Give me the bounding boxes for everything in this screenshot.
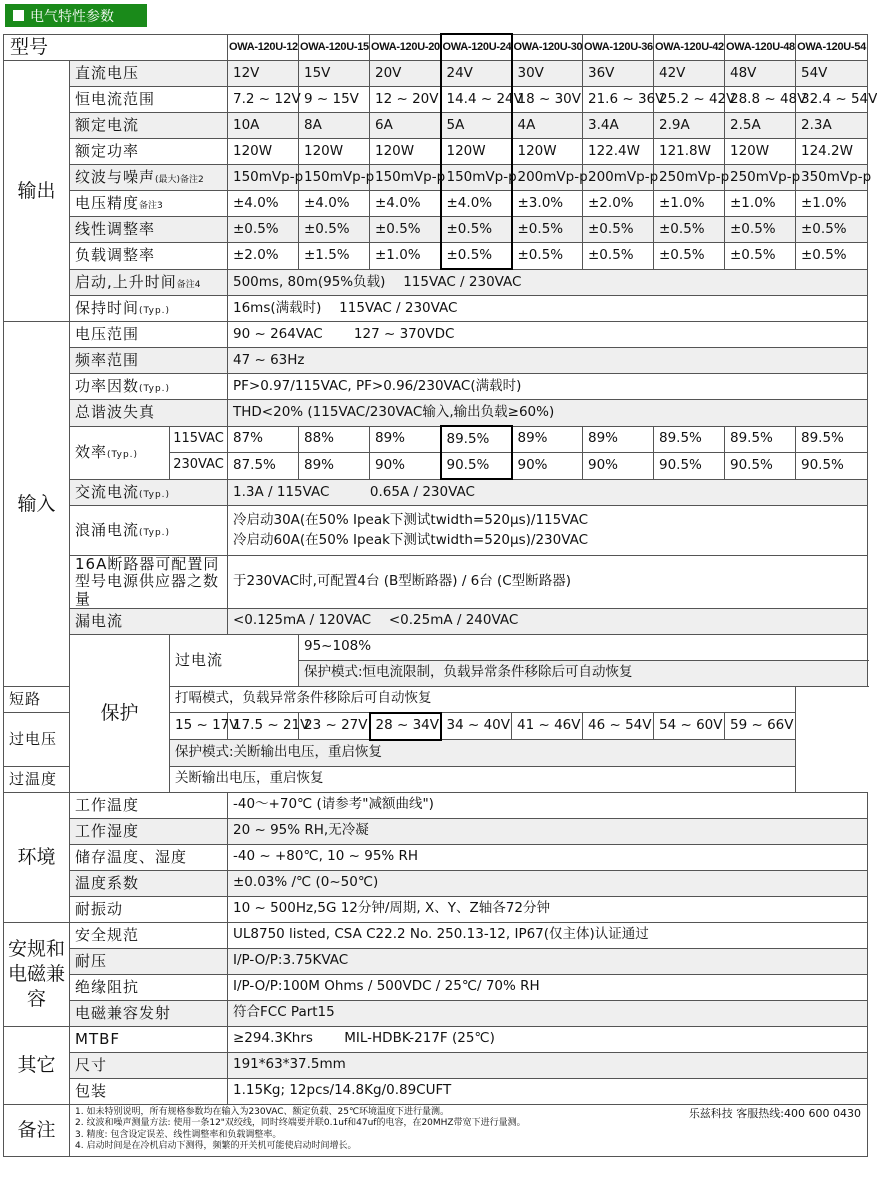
value-cell: 89% xyxy=(512,426,583,453)
value-span: ≥294.3Khrs MIL-HDBK-217F (25℃) xyxy=(228,1026,868,1052)
notes-cell xyxy=(70,1104,868,1156)
value-cell: 89.5% xyxy=(654,426,725,453)
value-cell: ±4.0% xyxy=(299,191,370,217)
spec-row xyxy=(4,269,868,296)
model-name: OWA-120U-15 xyxy=(299,34,370,61)
value-cell: ±2.0% xyxy=(583,191,654,217)
category-notes: 备注 xyxy=(4,1104,70,1156)
spec-row xyxy=(4,113,868,139)
row-label xyxy=(70,1000,228,1026)
row-label-text: 过温度 xyxy=(9,769,58,788)
value-cell: 54V xyxy=(796,61,868,87)
category-environment: 环境 xyxy=(4,792,70,922)
row-label: 16A断路器可配置同型号电源供应器之数量 xyxy=(70,556,228,609)
spec-row xyxy=(4,948,868,974)
spec-row xyxy=(4,818,868,844)
row-label-text: 总谐波失真 xyxy=(75,403,156,422)
value-cell: ±0.5% xyxy=(654,243,725,270)
spec-row xyxy=(4,426,868,453)
value-span: PF>0.97/115VAC, PF>0.96/230VAC(满载时) xyxy=(228,374,868,400)
value-span: -40 ~ +80℃, 10 ~ 95% RH xyxy=(228,844,868,870)
category-protection: 保护 xyxy=(70,634,170,792)
value-cell: ±1.0% xyxy=(370,243,441,270)
row-label xyxy=(4,713,170,767)
row-label-text: 过电流 xyxy=(175,650,224,669)
spec-row xyxy=(4,479,868,506)
spec-row xyxy=(4,139,868,165)
spec-row xyxy=(4,608,868,634)
category-safety: 安规和电磁兼容 xyxy=(4,922,70,1026)
row-label-text: 过电压 xyxy=(9,729,58,748)
spec-row xyxy=(4,1104,868,1156)
spec-row xyxy=(4,217,868,243)
value-cell: ±1.0% xyxy=(796,191,868,217)
value-cell: 350mVp-p xyxy=(796,165,868,191)
value-cell: ±3.0% xyxy=(512,191,583,217)
value-cell: 14.4 ~ 24V xyxy=(441,87,512,113)
spec-row xyxy=(4,400,868,427)
model-name: OWA-120U-42 xyxy=(654,34,725,61)
spec-row xyxy=(4,296,868,322)
row-label-text: 线性调整率 xyxy=(75,219,156,238)
value-cell: 17.5 ~ 21V xyxy=(228,713,299,740)
value-cell: ±0.5% xyxy=(512,217,583,243)
row-label xyxy=(70,608,228,634)
spec-row xyxy=(4,896,868,922)
row-label-text: 额定电流 xyxy=(75,115,140,134)
spec-row xyxy=(4,165,868,191)
spec-row xyxy=(4,374,868,400)
value-cell: 90.5% xyxy=(725,453,796,480)
value-cell: 120W xyxy=(725,139,796,165)
row-label-text: 功率因数 xyxy=(75,376,140,395)
value-span: THD<20% (115VAC/230VAC输入,输出负载≥60%) xyxy=(228,400,868,427)
row-label-text: 温度系数 xyxy=(75,873,140,892)
value-cell: 15V xyxy=(299,61,370,87)
spec-row xyxy=(4,556,868,609)
value-cell: 36V xyxy=(583,61,654,87)
value-span: -40～+70℃ (请参考"减额曲线") xyxy=(228,792,868,818)
row-label-text: 储存温度、湿度 xyxy=(75,847,188,866)
value-cell: ±0.5% xyxy=(299,217,370,243)
row-label-text: 启动,上升时间 xyxy=(75,272,177,291)
value-cell: 90% xyxy=(512,453,583,480)
spec-row xyxy=(4,506,868,556)
model-name: OWA-120U-36 xyxy=(583,34,654,61)
row-label-text: 直流电压 xyxy=(75,63,140,82)
value-cell: 4A xyxy=(512,113,583,139)
value-cell: 20V xyxy=(370,61,441,87)
row-label xyxy=(70,870,228,896)
value-cell: 88% xyxy=(299,426,370,453)
row-label-text: 耐压 xyxy=(75,951,108,970)
row-label-text: 交流电流 xyxy=(75,482,140,501)
spec-row xyxy=(4,322,868,348)
row-label xyxy=(70,296,228,322)
value-cell: 2.5A xyxy=(725,113,796,139)
spec-row xyxy=(4,34,868,61)
note-line: 3. 精度: 包含设定误差、线性调整率和负载调整率。 xyxy=(75,1129,282,1140)
row-label-text: 效率 xyxy=(75,442,108,461)
value-cell: ±1.0% xyxy=(725,191,796,217)
value-cell: 25.2 ~ 42V xyxy=(654,87,725,113)
category-other: 其它 xyxy=(4,1026,70,1104)
value-span: 1.15Kg; 12pcs/14.8Kg/0.89CUFT xyxy=(228,1078,868,1104)
value-cell: 9 ~ 15V xyxy=(299,87,370,113)
value-span: 47 ~ 63Hz xyxy=(228,348,868,374)
value-cell: 87.5% xyxy=(228,453,299,480)
model-name: OWA-120U-12 xyxy=(228,34,299,61)
value-cell: ±0.5% xyxy=(228,217,299,243)
value-span: 关断输出电压，重启恢复 xyxy=(170,766,796,792)
spec-row xyxy=(4,348,868,374)
row-label-text: 浪涌电流 xyxy=(75,520,140,539)
row-label xyxy=(70,243,228,270)
row-label xyxy=(70,1026,228,1052)
value-cell: 23 ~ 27V xyxy=(299,713,370,740)
category-output: 输出 xyxy=(4,61,70,322)
row-label xyxy=(70,374,228,400)
row-label xyxy=(70,61,228,87)
inrush-line-2: 冷启动60A(在50% Ipeak下测试twidth=520μs)/230VAC xyxy=(233,531,589,548)
row-label xyxy=(70,922,228,948)
value-cell: 121.8W xyxy=(654,139,725,165)
value-cell: 120W xyxy=(370,139,441,165)
value-cell: 8A xyxy=(299,113,370,139)
note-line: 4. 启动时间是在冷机启动下测得，频繁的开关机可能使启动时间增长。 xyxy=(75,1141,357,1152)
value-cell: 2.9A xyxy=(654,113,725,139)
value-cell: ±1.5% xyxy=(299,243,370,270)
inrush-line-1: 冷启动30A(在50% Ipeak下测试twidth=520μs)/115VAC xyxy=(233,511,589,528)
value-cell: 34 ~ 40V xyxy=(441,713,512,740)
value-cell: 54 ~ 60V xyxy=(654,713,725,740)
value-cell: 150mVp-p xyxy=(370,165,441,191)
row-label xyxy=(70,1052,228,1078)
row-label-text: 负载调整率 xyxy=(75,246,156,265)
value-cell: 90.5% xyxy=(441,453,512,480)
value-cell: 150mVp-p xyxy=(228,165,299,191)
row-label-text: 电压范围 xyxy=(75,324,140,343)
value-cell: 90.5% xyxy=(796,453,868,480)
spec-row xyxy=(4,1026,868,1052)
row-label xyxy=(70,974,228,1000)
value-span: 500ms, 80m(95%负载) 115VAC / 230VAC xyxy=(228,269,868,296)
value-cell: ±0.5% xyxy=(725,217,796,243)
note-line: 2. 纹波和噪声测量方法: 使用一条12"双绞线，同时终端要并联0.1uf和47uf的电容，在20MHZ带宽下进行量测。 xyxy=(75,1118,526,1129)
value-cell: 124.2W xyxy=(796,139,868,165)
row-label xyxy=(70,191,228,217)
row-label xyxy=(4,686,170,713)
value-cell: ±4.0% xyxy=(228,191,299,217)
spec-row xyxy=(4,61,868,87)
value-cell: 120W xyxy=(512,139,583,165)
value-cell: 89.5% xyxy=(441,426,512,453)
value-cell: ±0.5% xyxy=(512,243,583,270)
row-label xyxy=(70,896,228,922)
value-cell: 122.4W xyxy=(583,139,654,165)
row-label-text: 纹波与噪声 xyxy=(75,167,156,186)
value-cell: 32.4 ~ 54V xyxy=(796,87,868,113)
row-label-text: 尺寸 xyxy=(75,1055,108,1074)
value-span: I/P-O/P:3.75KVAC xyxy=(228,948,868,974)
row-label xyxy=(70,479,228,506)
row-label xyxy=(4,766,170,792)
value-cell: 90% xyxy=(370,453,441,480)
row-label xyxy=(70,113,228,139)
value-cell: 200mVp-p xyxy=(512,165,583,191)
row-label xyxy=(70,87,228,113)
spec-row xyxy=(4,766,868,792)
value-cell: 5A xyxy=(441,113,512,139)
value-cell: 200mVp-p xyxy=(583,165,654,191)
value-cell: 150mVp-p xyxy=(299,165,370,191)
value-cell: 120W xyxy=(441,139,512,165)
spec-row xyxy=(4,974,868,1000)
row-label-text: 保持时间 xyxy=(75,298,140,317)
spec-row xyxy=(4,922,868,948)
value-cell: 28.8 ~ 48V xyxy=(725,87,796,113)
value-cell: 18 ~ 30V xyxy=(512,87,583,113)
value-cell: ±0.5% xyxy=(654,217,725,243)
value-cell: 120W xyxy=(299,139,370,165)
value-cell: 2.3A xyxy=(796,113,868,139)
value-cell: ±0.5% xyxy=(441,217,512,243)
row-label-text: 电压精度 xyxy=(75,193,140,212)
value-span: 95~108% xyxy=(299,634,868,660)
row-label xyxy=(70,506,228,556)
value-span: 于230VAC时,可配置4台 (B型断路器) / 6台 (C型断路器) xyxy=(228,556,868,609)
value-cell: 150mVp-p xyxy=(441,165,512,191)
row-label-text: 包装 xyxy=(75,1081,108,1100)
value-cell: 87% xyxy=(228,426,299,453)
typ-tag: (Typ.) xyxy=(107,449,139,460)
value-cell: 89% xyxy=(583,426,654,453)
row-label xyxy=(70,426,170,479)
spec-row xyxy=(4,870,868,896)
row-label-text: 工作温度 xyxy=(75,795,140,814)
value-cell: 89.5% xyxy=(796,426,868,453)
row-label xyxy=(70,844,228,870)
model-name: OWA-120U-20 xyxy=(370,34,441,61)
category-input: 输入 xyxy=(4,322,70,687)
value-cell: 89.5% xyxy=(725,426,796,453)
efficiency-sub-label: 230VAC xyxy=(170,453,228,480)
value-cell: ±0.5% xyxy=(583,243,654,270)
efficiency-sub-label: 115VAC xyxy=(170,426,228,453)
value-cell: 46 ~ 54V xyxy=(583,713,654,740)
row-label xyxy=(70,818,228,844)
value-span: ±0.03% /℃ (0~50℃) xyxy=(228,870,868,896)
value-cell: ±4.0% xyxy=(441,191,512,217)
value-cell: 21.6 ~ 36V xyxy=(583,87,654,113)
value-cell: 90.5% xyxy=(654,453,725,480)
row-label-text: 耐振动 xyxy=(75,899,124,918)
spec-row xyxy=(4,191,868,217)
spec-row xyxy=(4,87,868,113)
value-cell: 90% xyxy=(583,453,654,480)
value-span: 191*63*37.5mm xyxy=(228,1052,868,1078)
typ-tag: (Typ.) xyxy=(139,527,171,538)
row-label-text: 电磁兼容发射 xyxy=(75,1003,172,1022)
row-label xyxy=(70,948,228,974)
value-cell: 59 ~ 66V xyxy=(725,713,796,740)
typ-tag: (Typ.) xyxy=(139,489,171,500)
value-cell: 3.4A xyxy=(583,113,654,139)
value-cell: 42V xyxy=(654,61,725,87)
value-span: 1.3A / 115VAC 0.65A / 230VAC xyxy=(228,479,868,506)
value-cell: ±0.5% xyxy=(725,243,796,270)
row-label xyxy=(70,139,228,165)
spec-row xyxy=(4,1000,868,1026)
spec-row xyxy=(4,634,868,660)
row-label-text: 短路 xyxy=(9,689,42,708)
hotline: 乐兹科技 客服热线:400 600 0430 xyxy=(688,1106,861,1120)
model-header-label: 型号 xyxy=(4,34,228,61)
spec-row xyxy=(4,1078,868,1104)
square-icon xyxy=(13,10,24,21)
value-cell: 250mVp-p xyxy=(654,165,725,191)
row-label-text: 漏电流 xyxy=(75,611,124,630)
row-label xyxy=(70,792,228,818)
value-cell: 6A xyxy=(370,113,441,139)
note-line: 1. 如未特别说明，所有规格参数均在输入为230VAC、额定负载、25℃环境温度下进行量测。 xyxy=(75,1106,450,1117)
value-span: 符合FCC Part15 xyxy=(228,1000,868,1026)
value-cell: 12V xyxy=(228,61,299,87)
model-name: OWA-120U-30 xyxy=(512,34,583,61)
note-ref: (最大)备注2 xyxy=(155,174,204,185)
spec-row xyxy=(4,844,868,870)
spec-row xyxy=(4,792,868,818)
value-span: 保护模式:关断输出电压，重启恢复 xyxy=(170,740,796,767)
value-span: I/P-O/P:100M Ohms / 500VDC / 25℃/ 70% RH xyxy=(228,974,868,1000)
inrush-value xyxy=(228,506,868,556)
row-label-text: MTBF xyxy=(75,1029,121,1048)
section-title: 电气特性参数 xyxy=(5,4,147,27)
value-cell: ±2.0% xyxy=(228,243,299,270)
value-span: 90 ~ 264VAC 127 ~ 370VDC xyxy=(228,322,868,348)
value-span: <0.125mA / 120VAC <0.25mA / 240VAC xyxy=(228,608,868,634)
row-label xyxy=(170,634,299,686)
row-label-text: 安全规范 xyxy=(75,925,140,944)
row-label-text: 绝缘阻抗 xyxy=(75,977,140,996)
row-label xyxy=(70,322,228,348)
value-cell: ±0.5% xyxy=(796,243,868,270)
value-cell: ±0.5% xyxy=(441,243,512,270)
value-cell: 89% xyxy=(370,426,441,453)
model-name: OWA-120U-24 xyxy=(441,34,512,61)
value-span: 打嗝模式，负载异常条件移除后可自动恢复 xyxy=(170,686,796,713)
model-name: OWA-120U-54 xyxy=(796,34,868,61)
value-cell: 250mVp-p xyxy=(725,165,796,191)
typ-tag: (Typ.) xyxy=(139,383,171,394)
row-label xyxy=(70,217,228,243)
value-cell: 89% xyxy=(299,453,370,480)
value-cell: ±0.5% xyxy=(583,217,654,243)
value-cell: 120W xyxy=(228,139,299,165)
value-cell: 12 ~ 20V xyxy=(370,87,441,113)
value-cell: 41 ~ 46V xyxy=(512,713,583,740)
value-span: 10 ~ 500Hz,5G 12分钟/周期, X、Y、Z轴各72分钟 xyxy=(228,896,868,922)
row-label xyxy=(70,400,228,427)
row-label-text: 频率范围 xyxy=(75,350,140,369)
value-cell: ±4.0% xyxy=(370,191,441,217)
spec-table xyxy=(3,33,877,1157)
model-name: OWA-120U-48 xyxy=(725,34,796,61)
row-label xyxy=(70,269,228,296)
value-cell: 28 ~ 34V xyxy=(370,713,441,740)
note-ref: 备注3 xyxy=(139,200,163,211)
value-span: 20 ~ 95% RH,无冷凝 xyxy=(228,818,868,844)
spec-row xyxy=(4,1052,868,1078)
row-label xyxy=(70,165,228,191)
value-cell: 48V xyxy=(725,61,796,87)
value-cell: 10A xyxy=(228,113,299,139)
note-ref: 备注4 xyxy=(176,279,201,290)
row-label-text: 工作湿度 xyxy=(75,821,140,840)
value-cell: 24V xyxy=(441,61,512,87)
value-span: 保护模式:恒电流限制，负载异常条件移除后可自动恢复 xyxy=(299,660,868,686)
row-label xyxy=(70,1078,228,1104)
row-label xyxy=(70,348,228,374)
value-cell: 7.2 ~ 12V xyxy=(228,87,299,113)
value-cell: ±1.0% xyxy=(654,191,725,217)
row-label-text: 恒电流范围 xyxy=(75,89,156,108)
typ-tag: (Typ.) xyxy=(139,305,171,316)
spec-row xyxy=(4,243,868,270)
row-label-text: 额定功率 xyxy=(75,141,140,160)
value-span: UL8750 listed, CSA C22.2 No. 250.13-12, IP67(仅主体)认证通过 xyxy=(228,922,868,948)
value-cell: 30V xyxy=(512,61,583,87)
value-span: 16ms(满载时) 115VAC / 230VAC xyxy=(228,296,868,322)
value-cell: ±0.5% xyxy=(796,217,868,243)
value-cell: ±0.5% xyxy=(370,217,441,243)
value-cell: 15 ~ 17V xyxy=(170,713,228,740)
